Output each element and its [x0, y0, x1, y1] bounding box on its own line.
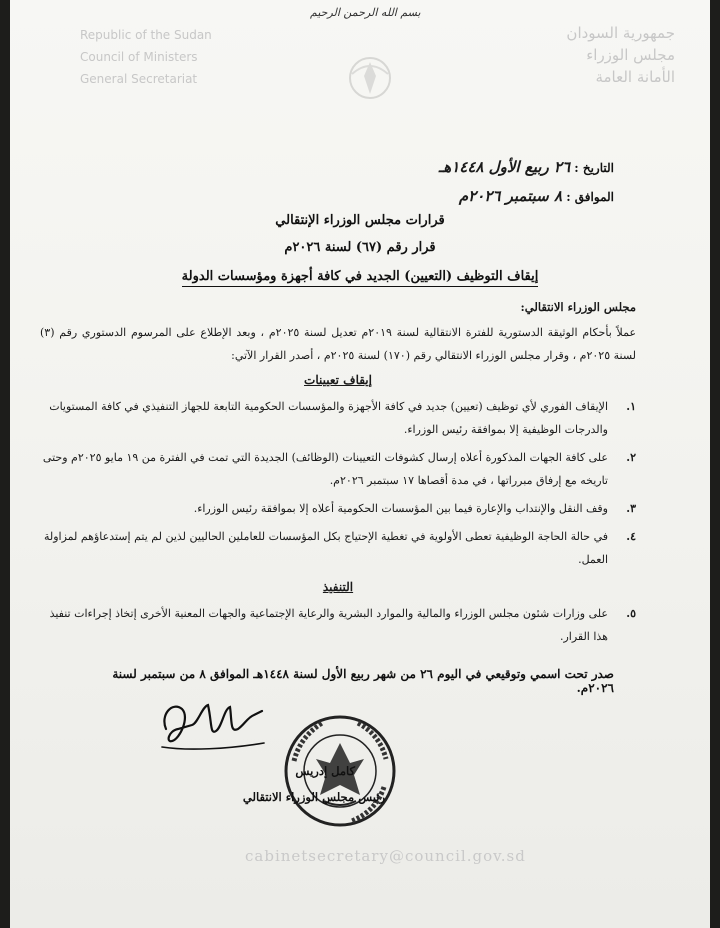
preamble: عملاً بأحكام الوثيقة الدستورية للفترة الانتقالية لسنة ٢٠١٩م تعديل لسنة ٢٠٢٥م ، وبعد الإطلاع على المرسوم الدستوري رقم (٣) لسنة ٢٠٢٥م ، وقرار مجلس الوزراء الانتقالي رقم (١٧٠) لسنة ٢٠٢٥م ، أصدر القرار الآتي:: [40, 326, 637, 362]
letterhead-line: General Secretariat: [80, 72, 198, 86]
list-item: [40, 395, 636, 441]
closing-statement: صدر تحت اسمي وتوقيعي في اليوم ٢٦ من شهر ربيع الأول لسنة ١٤٤٨هـ الموافق ٨ من سبتمبر لسنة ٢٠٢٦م.: [112, 667, 614, 695]
section-title-stop: إيقاف تعيينات: [304, 373, 372, 387]
handwritten-signature: [158, 695, 268, 755]
hijri-label: التاريخ :: [574, 161, 614, 175]
list-item: [40, 602, 636, 648]
section-title-exec: التنفيذ: [322, 580, 354, 594]
list-item: [40, 497, 636, 520]
decision-title: قرارات مجلس الوزراء الإنتقالي: [275, 213, 445, 228]
gregorian-label: الموافق :: [566, 190, 614, 204]
decision-subject: إيقاف التوظيف (التعيين) الجديد في كافة أجهزة ومؤسسات الدولة: [182, 269, 539, 287]
gregorian-date: [439, 182, 614, 211]
signer-block: [243, 758, 385, 810]
council-label: مجلس الوزراء الانتقالي:: [520, 300, 636, 314]
item-number: ٣.: [626, 502, 636, 515]
item-text: على كافة الجهات المذكورة أعلاه إرسال كشوفات التعيينات (الوظائف) الجديدة التي تمت في الفترة من ١٩ مايو ٢٠٢٥م وحتى تاريخه مع إرفاق مبرراتها ، في مدة أقصاها ١٧ سبتمبر ٢٠٢٦م.: [42, 451, 608, 487]
letterhead-line: Council of Ministers: [80, 50, 198, 64]
item-number: ١.: [626, 400, 636, 413]
list-item: [40, 446, 636, 492]
letterhead-line: Republic of the Sudan: [80, 28, 212, 42]
letterhead-arabic: [515, 22, 675, 88]
letterhead-line: جمهورية السودان: [566, 24, 675, 42]
letterhead-line: مجلس الوزراء: [586, 46, 675, 64]
signer-name: كامل إدريس: [295, 764, 355, 778]
document-page: [10, 0, 710, 928]
footer-email: cabinetsecretary@council.gov.sd: [245, 847, 526, 865]
date-block: [439, 153, 614, 211]
item-number: ٤.: [626, 530, 636, 543]
letterhead-line: الأمانة العامة: [595, 68, 675, 86]
decision-number: قرار رقم (٦٧) لسنة ٢٠٢٦م: [284, 240, 436, 255]
decision-headings: [10, 213, 710, 287]
item-text: وقف النقل والإنتداب والإعارة فيما بين المؤسسات الحكومية أعلاه إلا بموافقة رئيس الوزراء.: [193, 502, 608, 515]
gregorian-value: ٨ سبتمبر ٢٠٢٦م: [458, 187, 562, 205]
letterhead-english: [80, 24, 240, 90]
item-text: الإيقاف الفوري لأي توظيف (تعيين) جديد في كافة الأجهزة والمؤسسات الحكومية التابعة للجهاز التنفيذي في كافة المستويات والدرجات الوظيفية إلا بموافقة رئيس الوزراء.: [49, 400, 608, 436]
basmala: بسم الله الرحمن الرحيم: [310, 6, 421, 19]
decision-body: [40, 321, 636, 653]
hijri-date: [439, 153, 614, 182]
hijri-value: ٢٦ ربيع الأول ١٤٤٨هـ: [438, 158, 571, 176]
emblem-icon: [340, 48, 400, 108]
item-number: ٥.: [626, 607, 636, 620]
signer-title: رئيس مجلس الوزراء الانتقالي: [242, 790, 385, 804]
list-item: [40, 525, 636, 571]
item-number: ٢.: [626, 451, 636, 464]
item-text: على وزارات شئون مجلس الوزراء والمالية والموارد البشرية والرعاية الإجتماعية والجهات المعنية الأخرى إتخاذ إجراءات تنفيذ هذا القرار.: [49, 607, 608, 643]
item-text: في حالة الحاجة الوظيفية تعطى الأولوية في تغطية الإحتياج بكل المؤسسات للعاملين الحاليين لذين لم يتم إستدعاؤهم لمزاولة العمل.: [43, 530, 608, 566]
